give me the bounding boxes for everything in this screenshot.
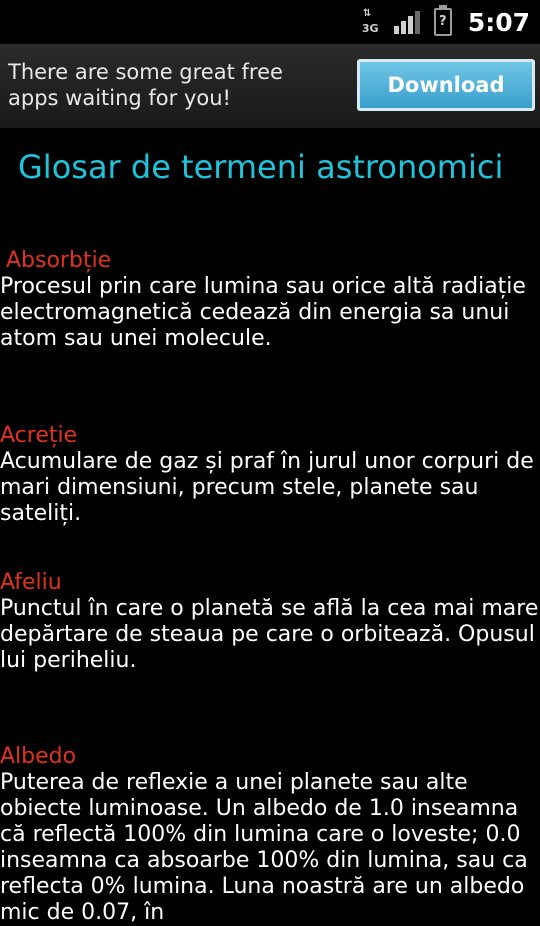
glossary-entry bbox=[0, 744, 540, 926]
term-definition: Procesul prin care lumina sau orice altă radiație electromagnetică cedează din energia sa unui atom sau unei molecule. bbox=[0, 274, 526, 351]
status-clock: 5:07 bbox=[467, 7, 530, 37]
glossary-entry bbox=[0, 423, 540, 527]
ad-banner[interactable] bbox=[0, 44, 540, 128]
term-definition: Acumulare de gaz și praf în jurul unor corpuri de mari dimensiuni, precum stele, planete sau sateliți. bbox=[0, 449, 534, 526]
term-title: Acreție bbox=[0, 423, 78, 448]
glossary-entry bbox=[0, 570, 540, 674]
download-button[interactable]: Download bbox=[357, 59, 535, 111]
network-3g-icon: ⇅ 3G bbox=[361, 8, 379, 35]
page-title: Glosar de termeni astronomici bbox=[18, 148, 504, 186]
ad-message: There are some great free apps waiting for you! bbox=[8, 60, 283, 110]
term-title: Absorbție bbox=[6, 248, 112, 273]
network-type-label: 3G bbox=[361, 22, 379, 35]
signal-strength-icon bbox=[394, 10, 420, 34]
battery-unknown-icon: ? bbox=[434, 8, 452, 36]
glossary-content[interactable] bbox=[0, 128, 540, 925]
term-title: Albedo bbox=[0, 744, 77, 769]
term-definition: Punctul în care o planetă se află la cea mai mare depărtare de steaua pe care o orbitează. Opusul lui periheliu. bbox=[0, 596, 539, 673]
term-definition: Puterea de reflexie a unei planete sau alte obiecte luminoase. Un albedo de 1.0 inseamna că reflectă 100% din lumina care o loveste; 0.0 inseamna ca absoarbe 100% din lumina, sau ca reflecta 0% lumina. Luna noastră are un albedo mic de 0.07, în bbox=[0, 770, 528, 925]
glossary-entry bbox=[0, 248, 540, 352]
status-bar bbox=[0, 0, 540, 44]
term-title: Afeliu bbox=[0, 570, 62, 595]
